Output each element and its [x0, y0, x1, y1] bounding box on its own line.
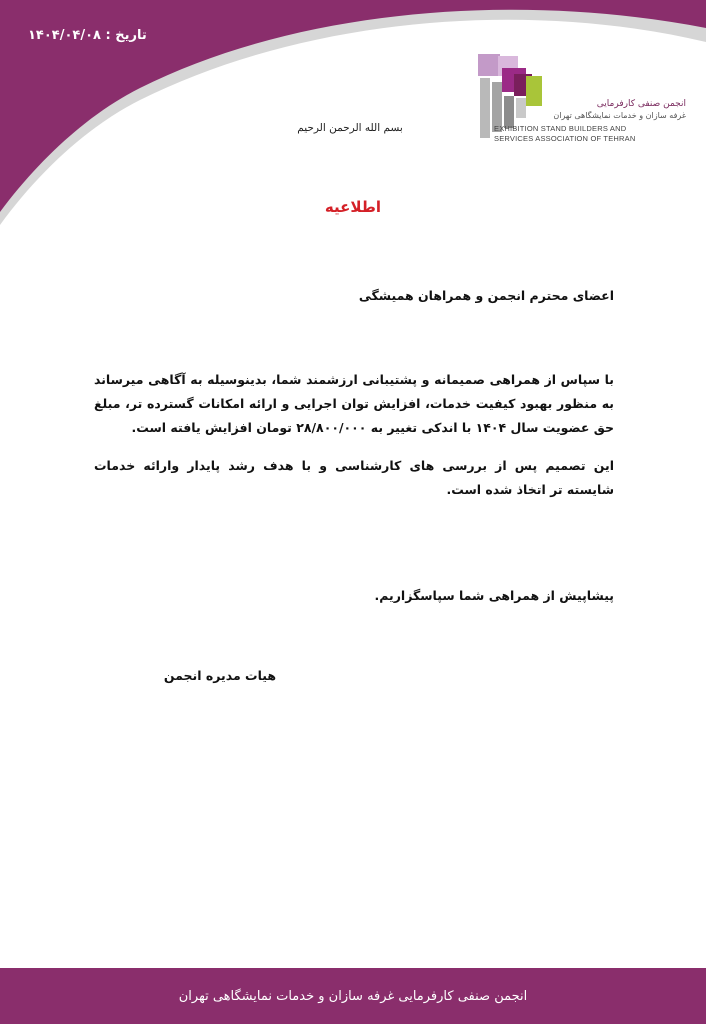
logo-name-en-line2: SERVICES ASSOCIATION OF TEHRAN: [494, 134, 636, 143]
body-paragraph-2: این تصمیم پس از بررسی های کارشناسی و با هدف رشد پایدار وارائه خدمات شایسته تر اتخاذ شده است.: [94, 458, 614, 497]
bismillah: بسم الله الرحمن الرحیم: [297, 122, 403, 134]
logo-name-fa-line1: انجمن صنفی کارفرمایی: [596, 99, 686, 109]
logo-text: [486, 98, 686, 144]
thanks-line: پیشاپیش از همراهی شما سپاسگزاریم.: [374, 588, 614, 603]
footer-bar: [0, 968, 706, 1024]
footer-text: انجمن صنفی کارفرمایی غرفه سازان و خدمات نمایشگاهی تهران: [178, 988, 528, 1004]
signature: هیات مدیره انجمن: [163, 668, 277, 683]
body-paragraph-1: با سپاس از همراهی صمیمانه و پشتیبانی ارزشمند شما، بدینوسیله به آگاهی میرساند به منظور بهبود کیفیت خدمات، افزایش توان اجرایی و ارائه امکانات گسترده تر، مبلغ حق عضویت سال ۱۴۰۴ با اندکی تغییر به ۲۸/۸۰۰/۰۰۰ تومان افزایش یافته است.: [94, 372, 614, 435]
logo-block-lavender: [478, 54, 500, 76]
logo-name-en-line1: EXHIBITION STAND BUILDERS AND: [494, 124, 627, 133]
salutation: اعضای محترم انجمن و همراهان همیشگی: [358, 288, 614, 303]
letter-date: تاریخ : ۱۴۰۴/۰۴/۰۸: [28, 28, 147, 43]
logo-name-fa-line2: غرفه سازان و خدمات نمایشگاهی تهران: [553, 111, 686, 120]
letter-body: [94, 368, 614, 516]
announcement-title: اطلاعیه: [324, 198, 382, 216]
